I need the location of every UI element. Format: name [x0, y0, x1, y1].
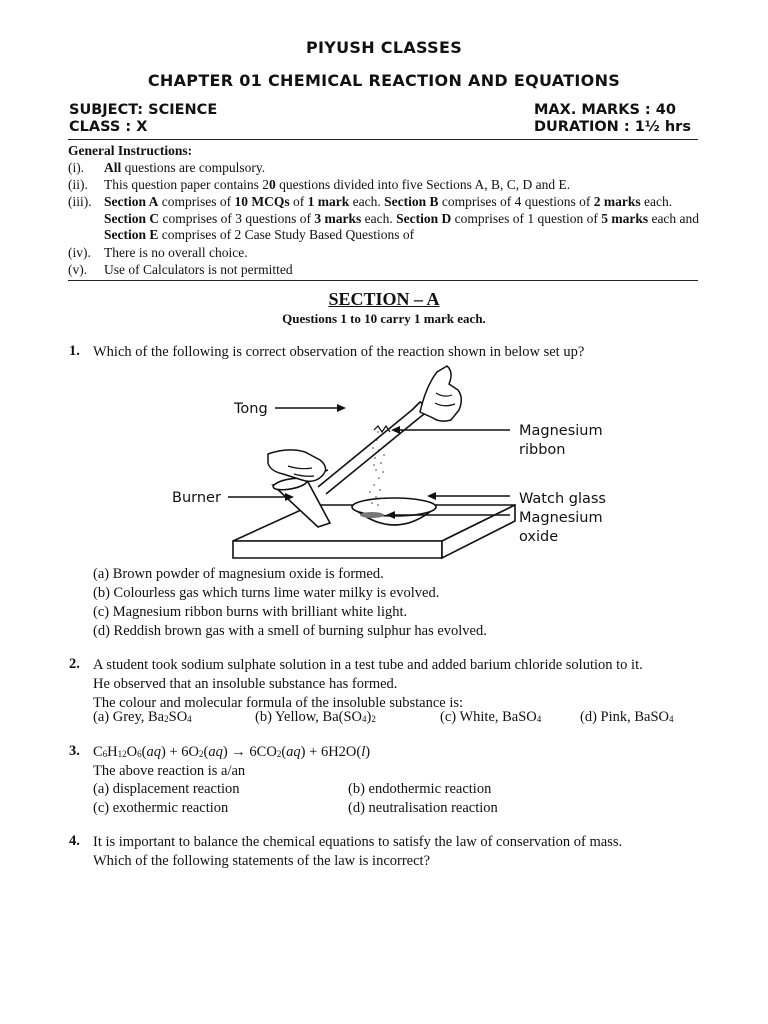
section-title: SECTION – A — [328, 289, 440, 309]
question-text: It is important to balance the chemical equations to satisfy the law of conservation of mass. Which of the following statements of the law is incorrect? — [93, 834, 623, 869]
subject-label: SUBJECT: SCIENCE — [69, 102, 218, 118]
instruction-number: (iv). — [68, 245, 91, 260]
max-marks-label: MAX. MARKS : 40 — [534, 102, 676, 118]
option-d: (d) Reddish brown gas with a smell of burning sulphur has evolved. — [93, 623, 487, 639]
instruction-text: Use of Calculators is not permitted — [104, 262, 293, 277]
label-watch-glass: Watch glass — [519, 491, 606, 507]
option-c: (c) exothermic reaction — [93, 800, 229, 816]
section-subtitle: Questions 1 to 10 carry 1 mark each. — [282, 311, 486, 326]
label-magnesium-oxide-2: oxide — [519, 529, 559, 545]
instruction-text: All questions are compulsory. — [104, 160, 266, 175]
tong — [318, 402, 432, 494]
option-c: (c) White, BaSO$_4$ — [440, 709, 542, 725]
question-text: The above reaction is a/an — [93, 763, 246, 779]
instructions-heading: General Instructions: — [68, 143, 193, 158]
institute-name: PIYUSH CLASSES — [305, 38, 463, 57]
instruction-number: (iii). — [68, 194, 92, 209]
option-d: (d) Pink, BaSO$_4$ — [580, 709, 674, 725]
instruction-text: Section A comprises of 10 MCQs of 1 mark each. Section B comprises of 4 questions of 2 marks each. Section C comprises of 3 questions of 3 marks each. Section D comprises of 1 question of 5 marks each and Section E comprises of 2 Case Study Based Questions of — [104, 194, 700, 243]
label-magnesium-ribbon-2: ribbon — [519, 442, 566, 458]
instructions-divider — [68, 280, 698, 281]
option-b: (b) endothermic reaction — [348, 781, 492, 797]
question-text: Which of the following is correct observation of the reaction shown in below set up? — [93, 344, 585, 360]
instruction-text: This question paper contains 20 questions divided into five Sections A, B, C, D and E. — [104, 177, 571, 192]
duration-label: DURATION : 1½ hrs — [534, 119, 691, 135]
instruction-number: (i). — [68, 160, 85, 175]
question-number: 2. — [69, 656, 80, 672]
instruction-text: There is no overall choice. — [104, 245, 248, 260]
option-c: (c) Magnesium ribbon burns with brilliant white light. — [93, 604, 408, 620]
label-tong: Tong — [234, 401, 268, 417]
left-hand — [268, 450, 326, 481]
label-magnesium-oxide-1: Magnesium — [519, 510, 603, 526]
reaction-setup-figure — [150, 360, 630, 570]
chapter-title: CHAPTER 01 CHEMICAL REACTION AND EQUATIONS — [147, 71, 621, 90]
header-divider — [68, 139, 698, 140]
instruction-number: (v). — [68, 262, 88, 277]
instruction-number: (ii). — [68, 177, 88, 192]
chemical-equation: $C_6H_{12}O_6(aq) + 6O_2(aq) \to 6CO_2(aq) + 6H2O(l)$ — [93, 744, 371, 760]
option-a: (a) Brown powder of magnesium oxide is formed. — [93, 566, 384, 582]
option-a: (a) Grey, $Ba_2SO_4$ — [93, 709, 192, 725]
question-number: 4. — [69, 833, 80, 849]
option-d: (d) neutralisation reaction — [348, 800, 498, 816]
question-text: A student took sodium sulphate solution in a test tube and added barium chloride solution to it. He observed that an insoluble substance has formed. The colour and molecular formula of the insoluble substance is: — [93, 657, 643, 711]
right-hand — [420, 366, 461, 421]
question-number: 3. — [69, 743, 80, 759]
label-burner: Burner — [172, 490, 221, 506]
question-number: 1. — [69, 343, 80, 359]
option-a: (a) displacement reaction — [93, 781, 240, 797]
option-b: (b) Colourless gas which turns lime water milky is evolved. — [93, 585, 440, 601]
class-label: CLASS : X — [69, 119, 148, 135]
label-magnesium-ribbon-1: Magnesium — [519, 423, 603, 439]
option-b: (b) Yellow, $Ba(SO_4)_2$ — [255, 709, 376, 725]
